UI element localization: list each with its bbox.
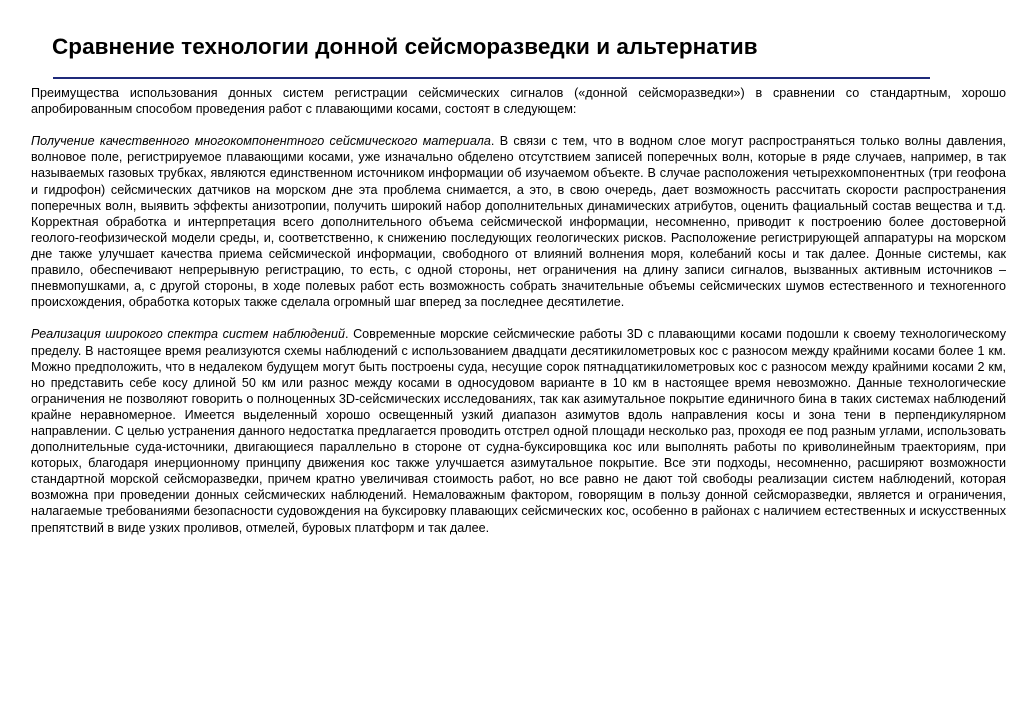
section-survey-systems [31, 326, 1006, 535]
body-text [31, 85, 1006, 552]
page-title: Сравнение технологии донной сейсморазведки и альтернатив [52, 34, 758, 59]
section-multicomponent [31, 133, 1006, 310]
title-underline [53, 77, 930, 79]
section-survey-systems-heading: Реализация широкого спектра систем наблюдений [31, 327, 345, 342]
section-survey-systems-text: . Современные морские сейсмические работы 3D с плавающими косами подошли к своему технологическому пределу. В настоящее время реализуются схемы наблюдений с использованием двадцати десятикилометровых кос с разносом между крайними косами более 1 км. Можно предположить, что в недалеком будущем могут быть построены суда, несущие сорок пятнадцатикилометровых кос с разносом между крайними косами 2 км, но представить себе косу длиной 50 км или разнос между косами в односудовом варианте в 10 км в настоящее время невозможно. Данные технологические ограничения не позволяют говорить о полноценных 3D-сейсмических исследованиях, так как азимутальное покрытие единичного бина в таких системах наблюдений крайне неравномерное. Имеется выделенный хорошо освещенный узкий диапазон азимутов вдоль направления косы и зона тени в перпендикулярном направлении. С целью устранения данного недостатка предлагается проводить отстрел одной площади несколько раз, проходя ее под разным углами, использовать дополнительные суда-источники, двигающиеся параллельно в стороне от судна-буксировщика кос или выполнять работы по криволинейным траекториям, при которых, благодаря инерционному принципу движения кос также улучшается азимутальное покрытие. Все эти подходы, несомненно, расширяют возможности стандартной морской сейсморазведки, причем кратно увеличивая стоимость работ, но все равно не дают той свободы реализации систем наблюдений, которая возможна при проведении донных сейсмических наблюдений. Немаловажным фактором, говорящим в пользу донной сейсморазведки, является и ограничения, налагаемые требованиями безопасности судовождения на буксировку плавающих сейсмических кос, особенно в районах с наличием естественных и искусственных препятствий в виде узких проливов, отмелей, буровых платформ и так далее. [31, 327, 1007, 535]
intro-paragraph: Преимущества использования донных систем регистрации сейсмических сигналов («донной сейсморазведки») в сравнении со стандартным, хорошо апробированным способом проведения работ с плавающими косами, состоят в следующем: [31, 86, 1006, 117]
section-multicomponent-heading: Получение качественного многокомпонентного сейсмического материала [31, 134, 491, 149]
section-multicomponent-text: . В связи с тем, что в водном слое могут распространяться только волны давления, волновое поле, регистрируемое плавающими косами, уже изначально обделено отсутствием записей поперечных волн, которые в ряде случаев, например, в так называемых газовых трубках, являются единственном источником информации об изучаемом объекте. В случае расположения четырехкомпонентных (три геофона и гидрофон) сейсмических датчиков на морском дне эта проблема снимается, а это, в свою очередь, дает возможность рассчитать скорости распространения поперечных волн, выявить эффекты анизотропии, получить широкий набор дополнительных динамических атрибутов, оценить фациальный состав вещества и т.д. Корректная обработка и интерпретация всего дополнительного объема сейсмической информации, несомненно, приводит к построению более достоверной геолого-геофизической модели среды, и, соответственно, к снижению последующих геологических рисков. Расположение регистрирующей аппаратуры на морском дне также улучшает качества приема сейсмической информации, свободного от влияний волнения моря, колебаний косы и так далее. Донные системы, как правило, обеспечивают непрерывную регистрацию, то есть, с одной стороны, нет ограничения на длину записи сигналов, вызванных активным источников – пневмопушками, а, с другой стороны, в ходе полевых работ есть возможность собрать значительные объемы сейсмических шумов естественного и техногенного происхождения, обработка которых также сделала огромный шаг вперед за последнее десятилетие. [31, 134, 1007, 310]
